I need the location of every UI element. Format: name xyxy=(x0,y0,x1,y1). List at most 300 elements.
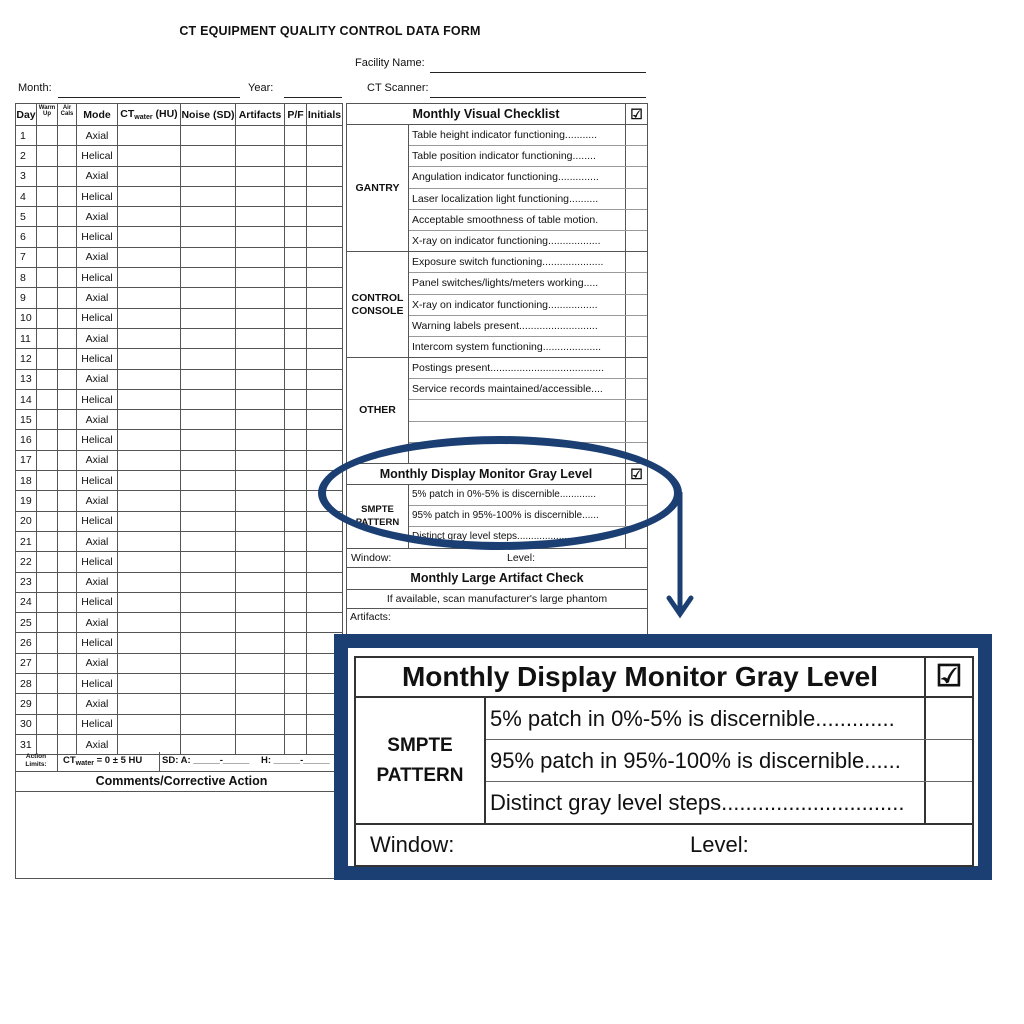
zoom-panel xyxy=(334,634,992,880)
comments-box[interactable] xyxy=(15,771,348,879)
artifacts-cell[interactable] xyxy=(236,207,285,227)
air-cals-cell[interactable] xyxy=(58,227,77,247)
warm-up-cell[interactable] xyxy=(37,227,58,247)
ct-value-cell[interactable] xyxy=(118,166,181,186)
air-cals-cell[interactable] xyxy=(58,430,77,450)
warm-up-cell[interactable] xyxy=(37,714,58,734)
pf-cell[interactable] xyxy=(285,450,307,470)
log-row xyxy=(16,511,343,531)
day-cell: 5 xyxy=(16,207,37,227)
checklist-row[interactable] xyxy=(409,210,647,231)
ct-value-cell[interactable] xyxy=(118,247,181,267)
warm-up-cell[interactable] xyxy=(37,633,58,653)
limits-ct-sub: water xyxy=(75,760,94,767)
ct-value-cell[interactable] xyxy=(118,491,181,511)
noise-cell[interactable] xyxy=(181,288,236,308)
pf-cell[interactable] xyxy=(285,572,307,592)
noise-cell[interactable] xyxy=(181,227,236,247)
air-cals-cell[interactable] xyxy=(58,186,77,206)
check-cell[interactable] xyxy=(626,210,647,230)
initials-cell[interactable] xyxy=(307,430,343,450)
checklist-group-label: OTHER xyxy=(347,358,409,463)
initials-cell[interactable] xyxy=(307,349,343,369)
pf-cell[interactable] xyxy=(285,511,307,531)
air-cals-cell[interactable] xyxy=(58,552,77,572)
ct-value-cell[interactable] xyxy=(118,126,181,146)
artifacts-cell[interactable] xyxy=(236,674,285,694)
zoom-check-cell[interactable] xyxy=(926,782,972,823)
pf-cell[interactable] xyxy=(285,592,307,612)
zoom-checklist-item: 95% patch in 95%-100% is discernible...... xyxy=(486,740,926,781)
day-cell: 20 xyxy=(16,511,37,531)
mode-cell: Helical xyxy=(77,389,118,409)
header-day: Day xyxy=(16,104,37,126)
log-row xyxy=(16,146,343,166)
ct-value-cell[interactable] xyxy=(118,207,181,227)
checklist-row[interactable] xyxy=(409,379,647,400)
zoom-smpte-group xyxy=(356,698,972,825)
check-cell[interactable] xyxy=(626,252,647,272)
artifacts-cell[interactable] xyxy=(236,450,285,470)
air-cals-cell[interactable] xyxy=(58,511,77,531)
air-cals-cell[interactable] xyxy=(58,207,77,227)
check-cell[interactable] xyxy=(626,337,647,357)
warm-up-cell[interactable] xyxy=(37,146,58,166)
warm-up-cell[interactable] xyxy=(37,247,58,267)
warm-up-cell[interactable] xyxy=(37,349,58,369)
ct-value-cell[interactable] xyxy=(118,471,181,491)
artifacts-cell[interactable] xyxy=(236,531,285,551)
artifacts-cell[interactable] xyxy=(236,653,285,673)
noise-cell[interactable] xyxy=(181,592,236,612)
initials-cell[interactable] xyxy=(307,410,343,430)
noise-cell[interactable] xyxy=(181,207,236,227)
air-cals-cell[interactable] xyxy=(58,694,77,714)
pf-cell[interactable] xyxy=(285,146,307,166)
checklist-row[interactable] xyxy=(409,400,647,421)
ct-value-cell[interactable] xyxy=(118,633,181,653)
day-cell: 24 xyxy=(16,592,37,612)
day-cell: 26 xyxy=(16,633,37,653)
pf-cell[interactable] xyxy=(285,430,307,450)
check-cell[interactable] xyxy=(626,273,647,293)
facility-field[interactable] xyxy=(430,60,646,73)
artifacts-cell[interactable] xyxy=(236,349,285,369)
day-cell: 4 xyxy=(16,186,37,206)
warm-up-cell[interactable] xyxy=(37,268,58,288)
noise-cell[interactable] xyxy=(181,674,236,694)
pf-cell[interactable] xyxy=(285,531,307,551)
checklist-row[interactable] xyxy=(409,125,647,146)
log-row xyxy=(16,653,343,673)
month-field[interactable] xyxy=(58,85,240,98)
checklist-row[interactable] xyxy=(409,337,647,357)
day-cell: 12 xyxy=(16,349,37,369)
initials-cell[interactable] xyxy=(307,247,343,267)
initials-cell[interactable] xyxy=(307,389,343,409)
day-cell: 22 xyxy=(16,552,37,572)
pf-cell[interactable] xyxy=(285,207,307,227)
artifacts-cell[interactable] xyxy=(236,268,285,288)
ct-value-cell[interactable] xyxy=(118,450,181,470)
warm-up-cell[interactable] xyxy=(37,450,58,470)
initials-cell[interactable] xyxy=(307,166,343,186)
initials-cell[interactable] xyxy=(307,207,343,227)
warm-up-cell[interactable] xyxy=(37,389,58,409)
check-cell[interactable] xyxy=(626,358,647,378)
check-cell[interactable] xyxy=(626,231,647,251)
ct-value-cell[interactable] xyxy=(118,328,181,348)
check-cell[interactable] xyxy=(626,146,647,166)
check-cell[interactable] xyxy=(626,125,647,145)
pf-cell[interactable] xyxy=(285,247,307,267)
air-cals-cell[interactable] xyxy=(58,389,77,409)
pf-cell[interactable] xyxy=(285,288,307,308)
checklist-item: 95% patch in 95%-100% is discernible...... xyxy=(409,506,626,526)
ct-value-cell[interactable] xyxy=(118,288,181,308)
artifacts-cell[interactable] xyxy=(236,633,285,653)
noise-cell[interactable] xyxy=(181,268,236,288)
pf-cell[interactable] xyxy=(285,166,307,186)
air-cals-cell[interactable] xyxy=(58,308,77,328)
noise-cell[interactable] xyxy=(181,186,236,206)
air-cals-cell[interactable] xyxy=(58,410,77,430)
pf-cell[interactable] xyxy=(285,369,307,389)
warm-up-cell[interactable] xyxy=(37,410,58,430)
artifacts-cell[interactable] xyxy=(236,146,285,166)
initials-cell[interactable] xyxy=(307,613,343,633)
initials-cell[interactable] xyxy=(307,328,343,348)
pf-cell[interactable] xyxy=(285,613,307,633)
day-cell: 3 xyxy=(16,166,37,186)
day-cell: 6 xyxy=(16,227,37,247)
pf-cell[interactable] xyxy=(285,633,307,653)
ct-value-cell[interactable] xyxy=(118,613,181,633)
ct-value-cell[interactable] xyxy=(118,349,181,369)
warm-up-cell[interactable] xyxy=(37,491,58,511)
noise-cell[interactable] xyxy=(181,552,236,572)
pf-cell[interactable] xyxy=(285,471,307,491)
air-cals-cell[interactable] xyxy=(58,674,77,694)
day-cell: 29 xyxy=(16,694,37,714)
noise-cell[interactable] xyxy=(181,349,236,369)
initials-cell[interactable] xyxy=(307,592,343,612)
day-cell: 27 xyxy=(16,653,37,673)
log-row xyxy=(16,247,343,267)
ct-unit: (HU) xyxy=(155,108,178,120)
noise-cell[interactable] xyxy=(181,511,236,531)
artifacts-cell[interactable] xyxy=(236,430,285,450)
ct-value-cell[interactable] xyxy=(118,531,181,551)
checklist-row[interactable] xyxy=(409,252,647,273)
log-row xyxy=(16,166,343,186)
air-cals-cell[interactable] xyxy=(58,531,77,551)
noise-cell[interactable] xyxy=(181,491,236,511)
artifacts-cell[interactable] xyxy=(236,288,285,308)
initials-cell[interactable] xyxy=(307,126,343,146)
year-field[interactable] xyxy=(284,85,342,98)
air-cals-cell[interactable] xyxy=(58,471,77,491)
artifacts-cell[interactable] xyxy=(236,369,285,389)
ct-value-cell[interactable] xyxy=(118,511,181,531)
noise-cell[interactable] xyxy=(181,633,236,653)
mode-cell: Axial xyxy=(77,410,118,430)
pf-cell[interactable] xyxy=(285,653,307,673)
artifacts-cell[interactable] xyxy=(236,694,285,714)
warm-up-cell[interactable] xyxy=(37,674,58,694)
artifacts-cell[interactable] xyxy=(236,186,285,206)
artifacts-cell[interactable] xyxy=(236,166,285,186)
pf-cell[interactable] xyxy=(285,308,307,328)
pf-cell[interactable] xyxy=(285,694,307,714)
checklist-row[interactable] xyxy=(409,316,647,337)
pf-cell[interactable] xyxy=(285,552,307,572)
mode-cell: Helical xyxy=(77,674,118,694)
warm-up-cell[interactable] xyxy=(37,430,58,450)
ct-value-cell[interactable] xyxy=(118,146,181,166)
check-cell[interactable] xyxy=(626,295,647,315)
pf-cell[interactable] xyxy=(285,186,307,206)
ct-value-cell[interactable] xyxy=(118,552,181,572)
noise-cell[interactable] xyxy=(181,450,236,470)
artifacts-cell[interactable] xyxy=(236,227,285,247)
artifacts-cell[interactable] xyxy=(236,714,285,734)
check-cell[interactable] xyxy=(626,316,647,336)
air-cals-cell[interactable] xyxy=(58,491,77,511)
air-cals-cell[interactable] xyxy=(58,633,77,653)
ct-value-cell[interactable] xyxy=(118,653,181,673)
initials-cell[interactable] xyxy=(307,572,343,592)
pf-cell[interactable] xyxy=(285,349,307,369)
artifacts-cell[interactable] xyxy=(236,471,285,491)
air-cals-cell[interactable] xyxy=(58,450,77,470)
month-label: Month: xyxy=(18,82,52,94)
warm-up-cell[interactable] xyxy=(37,308,58,328)
noise-cell[interactable] xyxy=(181,531,236,551)
day-cell: 31 xyxy=(16,734,37,754)
day-cell: 10 xyxy=(16,308,37,328)
ct-value-cell[interactable] xyxy=(118,592,181,612)
warm-up-cell[interactable] xyxy=(37,186,58,206)
pf-cell[interactable] xyxy=(285,389,307,409)
log-row xyxy=(16,471,343,491)
air-cals-cell[interactable] xyxy=(58,653,77,673)
ct-value-cell[interactable] xyxy=(118,186,181,206)
ct-value-cell[interactable] xyxy=(118,430,181,450)
pf-cell[interactable] xyxy=(285,674,307,694)
checklist-row[interactable] xyxy=(409,295,647,316)
warm-up-cell[interactable] xyxy=(37,653,58,673)
initials-cell[interactable] xyxy=(307,531,343,551)
checklist-row[interactable] xyxy=(409,146,647,167)
artifacts-cell[interactable] xyxy=(236,491,285,511)
pf-cell[interactable] xyxy=(285,268,307,288)
warm-up-cell[interactable] xyxy=(37,531,58,551)
check-cell[interactable] xyxy=(626,422,647,442)
ct-value-cell[interactable] xyxy=(118,268,181,288)
warm-up-cell[interactable] xyxy=(37,207,58,227)
zoom-checklist-row[interactable] xyxy=(486,782,972,823)
ct-value-cell[interactable] xyxy=(118,410,181,430)
artifacts-cell[interactable] xyxy=(236,328,285,348)
zoom-check-cell[interactable] xyxy=(926,740,972,781)
air-cals-cell[interactable] xyxy=(58,572,77,592)
artifacts-cell[interactable] xyxy=(236,389,285,409)
warm-up-cell[interactable] xyxy=(37,328,58,348)
initials-cell[interactable] xyxy=(307,369,343,389)
artifacts-cell[interactable] xyxy=(236,126,285,146)
check-cell[interactable] xyxy=(626,189,647,209)
noise-cell[interactable] xyxy=(181,471,236,491)
noise-cell[interactable] xyxy=(181,166,236,186)
noise-cell[interactable] xyxy=(181,572,236,592)
artifacts-cell[interactable] xyxy=(236,592,285,612)
mode-cell: Helical xyxy=(77,430,118,450)
air-cals-cell[interactable] xyxy=(58,592,77,612)
day-cell: 16 xyxy=(16,430,37,450)
pf-cell[interactable] xyxy=(285,714,307,734)
warm-up-cell[interactable] xyxy=(37,511,58,531)
air-cals-cell[interactable] xyxy=(58,288,77,308)
artifacts-cell[interactable] xyxy=(236,511,285,531)
checklist-row[interactable] xyxy=(409,167,647,188)
limits-ct: CT xyxy=(63,755,76,766)
air-cals-cell[interactable] xyxy=(58,369,77,389)
log-row xyxy=(16,531,343,551)
noise-cell[interactable] xyxy=(181,653,236,673)
noise-cell[interactable] xyxy=(181,613,236,633)
air-cals-cell[interactable] xyxy=(58,613,77,633)
air-cals-cell[interactable] xyxy=(58,126,77,146)
warm-up-cell[interactable] xyxy=(37,471,58,491)
day-cell: 14 xyxy=(16,389,37,409)
warm-up-cell[interactable] xyxy=(37,166,58,186)
ct-value-cell[interactable] xyxy=(118,674,181,694)
warm-up-cell[interactable] xyxy=(37,613,58,633)
initials-cell[interactable] xyxy=(307,268,343,288)
artifacts-cell[interactable] xyxy=(236,552,285,572)
noise-cell[interactable] xyxy=(181,308,236,328)
warm-up-cell[interactable] xyxy=(37,592,58,612)
noise-cell[interactable] xyxy=(181,247,236,267)
initials-cell[interactable] xyxy=(307,308,343,328)
pf-cell[interactable] xyxy=(285,410,307,430)
mode-cell: Helical xyxy=(77,186,118,206)
pf-cell[interactable] xyxy=(285,328,307,348)
checklist-row[interactable] xyxy=(409,273,647,294)
zoom-checklist-row[interactable] xyxy=(486,740,972,782)
mode-cell: Helical xyxy=(77,471,118,491)
artifacts-cell[interactable] xyxy=(236,308,285,328)
ct-value-cell[interactable] xyxy=(118,714,181,734)
log-row xyxy=(16,288,343,308)
mode-cell: Helical xyxy=(77,227,118,247)
air-cals-cell[interactable] xyxy=(58,349,77,369)
air-cals-cell[interactable] xyxy=(58,247,77,267)
noise-cell[interactable] xyxy=(181,146,236,166)
initials-cell[interactable] xyxy=(307,288,343,308)
pf-cell[interactable] xyxy=(285,491,307,511)
noise-cell[interactable] xyxy=(181,410,236,430)
header-artifacts: Artifacts xyxy=(236,104,285,126)
check-cell[interactable] xyxy=(626,379,647,399)
action-limits-label: Action Limits: xyxy=(25,753,47,768)
mode-cell: Axial xyxy=(77,491,118,511)
mode-cell: Helical xyxy=(77,714,118,734)
warm-up-cell[interactable] xyxy=(37,369,58,389)
day-cell: 1 xyxy=(16,126,37,146)
warm-up-cell[interactable] xyxy=(37,572,58,592)
day-cell: 8 xyxy=(16,268,37,288)
noise-cell[interactable] xyxy=(181,126,236,146)
check-cell[interactable] xyxy=(626,167,647,187)
noise-cell[interactable] xyxy=(181,328,236,348)
ct-value-cell[interactable] xyxy=(118,227,181,247)
zoom-checklist-row[interactable] xyxy=(486,698,972,740)
noise-cell[interactable] xyxy=(181,714,236,734)
initials-cell[interactable] xyxy=(307,227,343,247)
ct-value-cell[interactable] xyxy=(118,308,181,328)
warm-up-cell[interactable] xyxy=(37,694,58,714)
log-row xyxy=(16,633,343,653)
scanner-field[interactable] xyxy=(430,85,646,98)
log-row xyxy=(16,552,343,572)
action-limits-row xyxy=(15,752,348,772)
ct-value-cell[interactable] xyxy=(118,389,181,409)
air-cals-cell[interactable] xyxy=(58,268,77,288)
checklist-row[interactable] xyxy=(409,231,647,251)
checklist-row[interactable] xyxy=(409,358,647,379)
checklist-item: Postings present....................................... xyxy=(409,358,626,378)
air-cals-cell[interactable] xyxy=(58,166,77,186)
ct-value-cell[interactable] xyxy=(118,694,181,714)
warm-up-cell[interactable] xyxy=(37,288,58,308)
log-row xyxy=(16,389,343,409)
artifacts-cell[interactable] xyxy=(236,572,285,592)
pf-cell[interactable] xyxy=(285,126,307,146)
zoom-check-cell[interactable] xyxy=(926,698,972,739)
log-row xyxy=(16,572,343,592)
check-cell[interactable] xyxy=(626,400,647,420)
noise-cell[interactable] xyxy=(181,389,236,409)
initials-cell[interactable] xyxy=(307,146,343,166)
initials-cell[interactable] xyxy=(307,186,343,206)
noise-cell[interactable] xyxy=(181,694,236,714)
ct-value-cell[interactable] xyxy=(118,572,181,592)
artifacts-cell[interactable] xyxy=(236,247,285,267)
warm-up-cell[interactable] xyxy=(37,552,58,572)
artifacts-cell[interactable] xyxy=(236,410,285,430)
day-cell: 11 xyxy=(16,328,37,348)
initials-cell[interactable] xyxy=(307,552,343,572)
warm-up-cell[interactable] xyxy=(37,126,58,146)
air-cals-cell[interactable] xyxy=(58,146,77,166)
checklist-row[interactable] xyxy=(409,189,647,210)
log-row xyxy=(16,207,343,227)
artifacts-cell[interactable] xyxy=(236,613,285,633)
scanner-label: CT Scanner: xyxy=(367,82,429,94)
noise-cell[interactable] xyxy=(181,369,236,389)
checklist-item: 5% patch in 0%-5% is discernible............. xyxy=(409,485,626,505)
noise-cell[interactable] xyxy=(181,430,236,450)
limits-sd: SD: A: _____-_____ xyxy=(162,755,250,766)
pf-cell[interactable] xyxy=(285,227,307,247)
ct-value-cell[interactable] xyxy=(118,369,181,389)
air-cals-cell[interactable] xyxy=(58,328,77,348)
day-cell: 18 xyxy=(16,471,37,491)
log-row xyxy=(16,328,343,348)
air-cals-cell[interactable] xyxy=(58,714,77,734)
